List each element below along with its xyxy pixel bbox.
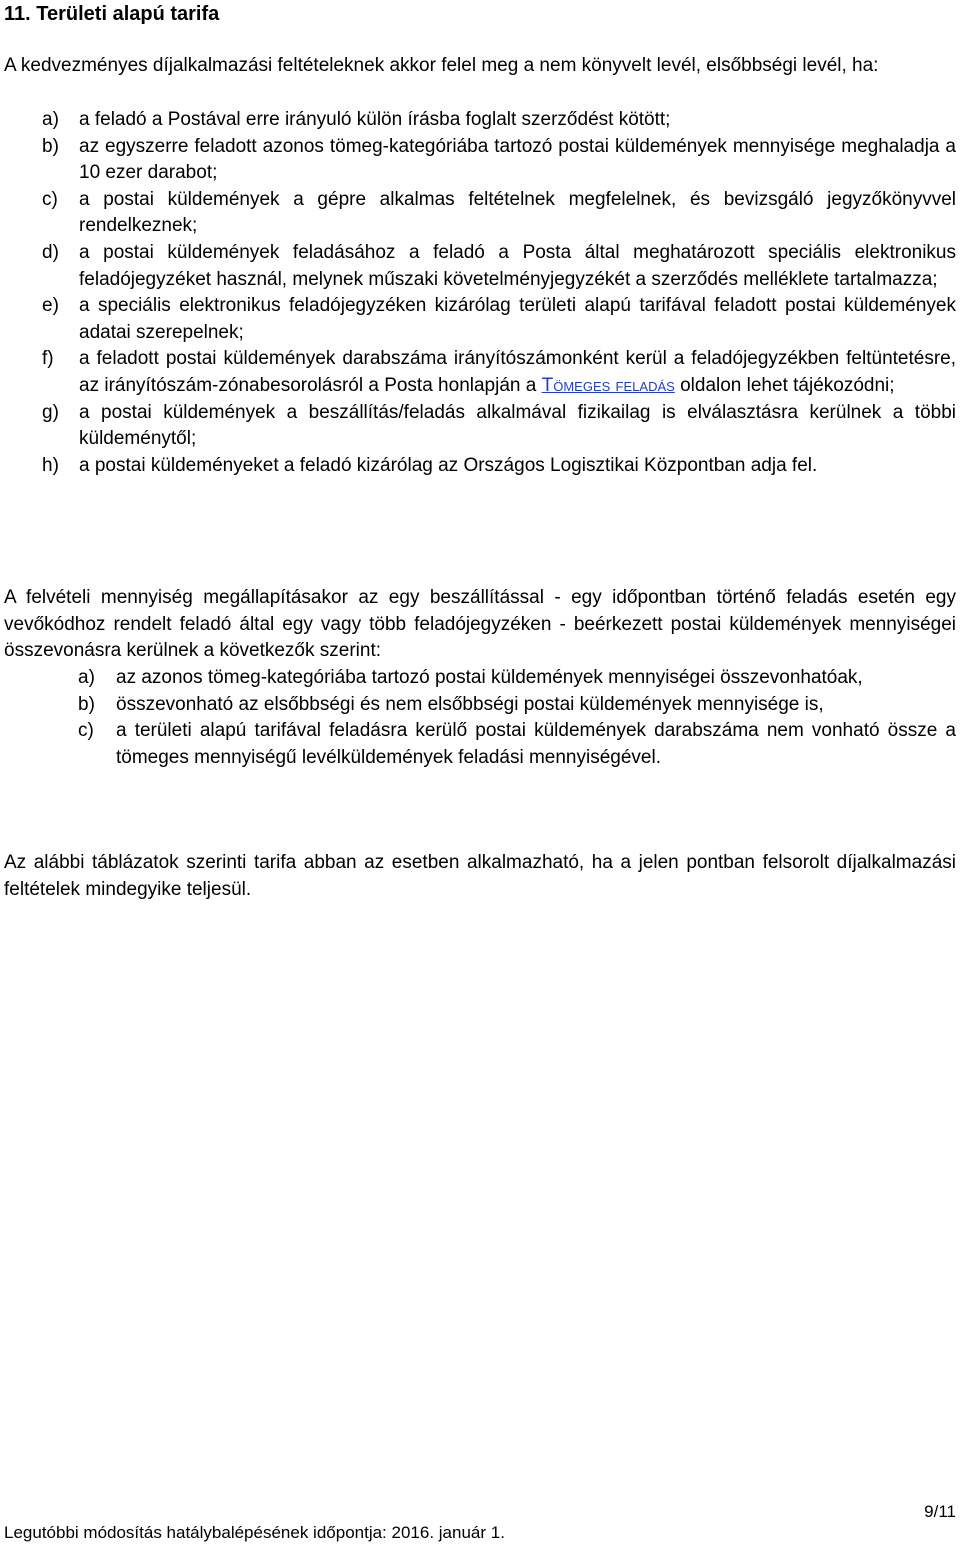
- list-item: g) a postai küldemények a beszállítás/feladás alkalmával fizikailag is elválasztásra kerülnek a többi küldeménytől;: [42, 401, 956, 450]
- list-item: f) a feladott postai küldemények darabszáma irányítószámonként kerül a feladójegyzékben feltüntetésre, az irányítószám-zónabesorolásról a Posta honlapján a Tömeges feladás oldalon lehet tájékozódni;: [42, 348, 956, 396]
- conditions-list: [42, 107, 956, 479]
- list-item: d) a postai küldemények feladásához a feladó a Posta által meghatározott speciális elektronikus feladójegyzéket használ, melynek műszaki követelményjegyzékét a szerződés melléklete tartalmazza;: [42, 241, 956, 290]
- list-item: b) az egyszerre feladott azonos tömeg-kategóriába tartozó postai küldemények mennyisége meghaladja a 10 ezer darabot;: [42, 135, 956, 184]
- quantity-paragraph: A felvételi mennyiség megállapításakor az egy beszállítással - egy időpontban történő feladás esetén egy vevőkódhoz rendelt feladó által egy vagy több feladójegyzéken - beérkezett postai küldemények mennyiségei összevonásra kerülnek a következők szerint:: [4, 587, 956, 662]
- tomeges-feladas-link[interactable]: Tömeges feladás: [541, 374, 675, 396]
- footer-text: Legutóbbi módosítás hatálybalépésének időpontja: 2016. január 1.: [4, 1523, 505, 1542]
- section-heading: 11. Területi alapú tarifa: [4, 3, 220, 25]
- list-item: c) a postai küldemények a gépre alkalmas feltételnek megfelelnek, és bevizsgáló jegyzőkönyvvel rendelkeznek;: [42, 188, 956, 237]
- list-item: b) összevonható az elsőbbségi és nem elsőbbségi postai küldemények mennyisége is,: [78, 693, 824, 715]
- list-item: a) a feladó a Postával erre irányuló külön írásba foglalt szerződést kötött;: [42, 109, 671, 130]
- quantity-rules-list: [78, 665, 956, 771]
- page-number: 9/11: [924, 1502, 956, 1521]
- closing-paragraph: Az alábbi táblázatok szerinti tarifa abban az esetben alkalmazható, ha a jelen pontban felsorolt díjalkalmazási feltételek mindegyike teljesül.: [4, 852, 956, 900]
- list-item: a) az azonos tömeg-kategóriába tartozó postai küldemények mennyiségei összevonhatóak,: [78, 667, 863, 688]
- intro-paragraph: A kedvezményes díjalkalmazási feltételeknek akkor felel meg a nem könyvelt levél, elsőbbségi levél, ha:: [4, 55, 879, 76]
- list-item: c) a területi alapú tarifával feladásra kerülő postai küldemények darabszáma nem vonható össze a tömeges mennyiségű levélküldemények feladási mennyiségével.: [78, 720, 956, 768]
- list-item: h) a postai küldeményeket a feladó kizárólag az Országos Logisztikai Központban adja fel.: [42, 454, 818, 476]
- list-item: e) a speciális elektronikus feladójegyzéken kizárólag területi alapú tarifával feladott postai küldemények adatai szerepelnek;: [42, 295, 956, 343]
